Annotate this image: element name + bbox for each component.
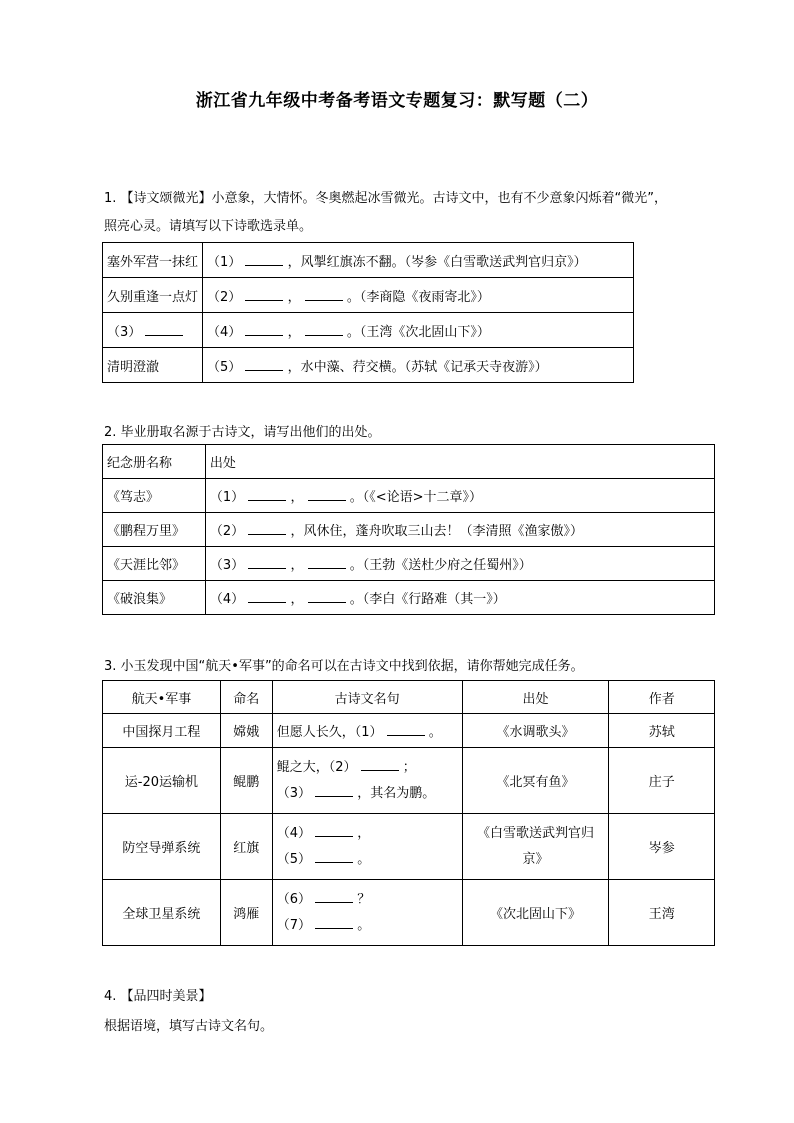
q3-row1-source: 《水调歌头》 [462, 714, 609, 748]
q3-row3-source-line1: 《白雪歌送武判官归 [477, 825, 595, 841]
q3-row1-name: 嫦娥 [220, 714, 272, 748]
q3-row3-line1-post: ， [357, 825, 371, 841]
q1-row4-content [203, 348, 634, 383]
answer-blank[interactable] [305, 323, 343, 336]
q1-row3-content [203, 313, 634, 348]
answer-blank[interactable] [248, 590, 286, 603]
q3-row2-line1-pre: 鲲之大，（2） [276, 759, 357, 775]
answer-blank[interactable] [387, 723, 425, 736]
q1-row2-sep: ， [287, 289, 301, 305]
answer-blank[interactable] [315, 784, 353, 797]
q1-row1-num: （1） [207, 254, 242, 270]
q2-header-name: 纪念册名称 [103, 445, 206, 479]
q3-row3-quote [272, 814, 462, 880]
answer-blank[interactable] [245, 323, 283, 336]
q3-row1-project: 中国探月工程 [103, 714, 221, 748]
table-row [103, 814, 715, 880]
answer-blank[interactable] [308, 488, 346, 501]
q3-row3-name: 红旗 [220, 814, 272, 880]
answer-blank[interactable] [248, 522, 286, 535]
q3-row1-line1-post: 。 [428, 725, 442, 740]
q3-row3-source [462, 814, 609, 880]
table-row [103, 243, 634, 278]
answer-blank[interactable] [245, 358, 283, 371]
table-row [103, 479, 715, 513]
table-row [103, 313, 634, 348]
q2-row4-content [205, 581, 714, 615]
table-row [103, 547, 715, 581]
table-row [103, 513, 715, 547]
q1-row4-label: 清明澄澈 [103, 348, 203, 383]
table-row [103, 278, 634, 313]
q3-row4-author: 王湾 [609, 880, 715, 946]
q4-intro: 根据语境，填写古诗文名句。 [104, 1019, 274, 1034]
q3-row3-line2-post: 。 [357, 851, 371, 867]
q3-row4-line2-pre: （7） [276, 917, 311, 933]
q4-heading: 4. 【品四时美景】 [104, 989, 212, 1004]
q1-row2-content [203, 278, 634, 313]
q3-intro: 3. 小玉发现中国“航天•军事”的命名可以在古诗文中找到依据，请你帮她完成任务。 [104, 659, 584, 674]
q3-row1-line1-pre: 但愿人长久，（1） [276, 725, 383, 740]
q3-row3-source-line2: 京》 [522, 851, 549, 867]
q3-row2-quote [272, 748, 462, 814]
q2-header-source: 出处 [205, 445, 714, 479]
q3-row4-line1-pre: （6） [276, 891, 311, 907]
q2-row3-sep: ， [290, 558, 304, 573]
answer-blank[interactable] [315, 850, 353, 863]
answer-blank[interactable] [248, 488, 286, 501]
q3-row3-line2-pre: （5） [276, 851, 311, 867]
q3-row4-source: 《次北固山下》 [462, 880, 609, 946]
answer-blank[interactable] [145, 323, 183, 336]
q1-row3-sep: ， [287, 324, 301, 340]
q3-row2-line2-post: ，其名为鹏。 [357, 785, 436, 801]
q2-row2-num: （2） [209, 524, 245, 539]
q2-row2-label: 《鹏程万里》 [103, 513, 206, 547]
q3-row1-author: 苏轼 [609, 714, 715, 748]
q3-row2-name: 鲲鹏 [220, 748, 272, 814]
q2-row4-sep: ， [290, 592, 304, 607]
q1-row3-text: 。（王湾《次北固山下》） [346, 324, 490, 340]
q3-header-name: 命名 [220, 681, 272, 714]
answer-blank[interactable] [315, 916, 353, 929]
q2-row4-label: 《破浪集》 [103, 581, 206, 615]
q2-intro: 2. 毕业册取名源于古诗文，请写出他们的出处。 [104, 425, 381, 440]
q2-table [102, 444, 715, 615]
q2-row1-sep: ， [290, 490, 304, 505]
q2-row1-content [205, 479, 714, 513]
table-header-row [103, 445, 715, 479]
q3-row2-author: 庄子 [609, 748, 715, 814]
q1-row2-num: （2） [207, 289, 242, 305]
q1-row1-content [203, 243, 634, 278]
q3-row4-project: 全球卫星系统 [103, 880, 221, 946]
answer-blank[interactable] [305, 288, 343, 301]
q1-row1-text: ，风掣红旗冻不翻。（岑参《白雪歌送武判官归京》） [287, 254, 587, 270]
q3-row3-project: 防空导弹系统 [103, 814, 221, 880]
q3-header-author: 作者 [609, 681, 715, 714]
q1-row4-num: （5） [207, 359, 242, 375]
q1-row2-text: 。（李商隐《夜雨寄北》） [346, 289, 490, 305]
q3-header-source: 出处 [462, 681, 609, 714]
q2-row4-text: 。（李白《行路难（其一》） [349, 592, 506, 607]
q3-header-project: 航天•军事 [103, 681, 221, 714]
answer-blank[interactable] [245, 253, 283, 266]
table-row [103, 714, 715, 748]
q2-row2-text: ，风休住，蓬舟吹取三山去！（李清照《渔家傲》） [290, 524, 583, 539]
q2-row4-num: （4） [209, 592, 245, 607]
q3-row2-source: 《北冥有鱼》 [462, 748, 609, 814]
q3-row3-line1-pre: （4） [276, 825, 311, 841]
q3-row2-project: 运-20运输机 [103, 748, 221, 814]
table-row [103, 748, 715, 814]
q3-row2-line2-pre: （3） [276, 785, 311, 801]
q1-row1-label: 塞外军营一抹红 [103, 243, 203, 278]
q2-row1-text: 。（《<论语>十二章》） [349, 490, 483, 505]
q2-row1-label: 《笃志》 [103, 479, 206, 513]
q3-row1-quote [272, 714, 462, 748]
q1-row2-label: 久别重逢一点灯 [103, 278, 203, 313]
q2-row2-content [205, 513, 714, 547]
q1-table [102, 242, 634, 383]
q3-row4-quote [272, 880, 462, 946]
q2-row3-text: 。（王勃《送杜少府之任蜀州》） [349, 558, 532, 573]
answer-blank[interactable] [315, 890, 353, 903]
q3-row4-name: 鸿雁 [220, 880, 272, 946]
answer-blank[interactable] [248, 556, 286, 569]
q1-row3-num: （4） [207, 324, 242, 340]
answer-blank[interactable] [245, 288, 283, 301]
q1-intro-line2: 照亮心灵。请填写以下诗歌选录单。 [104, 219, 313, 234]
table-header-row [103, 681, 715, 714]
table-row [103, 348, 634, 383]
q3-header-quote: 古诗文名句 [272, 681, 462, 714]
q1-row4-text: ，水中藻、荇交横。（苏轼《记承天寺夜游》） [287, 359, 548, 375]
answer-blank[interactable] [308, 556, 346, 569]
q3-row4-line2-post: 。 [357, 917, 371, 933]
answer-blank[interactable] [308, 590, 346, 603]
page-title: 浙江省九年级中考备考语文专题复习：默写题（二） [195, 91, 599, 111]
table-row [103, 581, 715, 615]
q2-row3-label: 《天涯比邻》 [103, 547, 206, 581]
q2-row3-num: （3） [209, 558, 245, 573]
answer-blank[interactable] [315, 824, 353, 837]
table-row [103, 880, 715, 946]
answer-blank[interactable] [361, 758, 399, 771]
q3-table [102, 680, 715, 946]
q2-row3-content [205, 547, 714, 581]
q1-intro-line1: 1. 【诗文颂微光】小意象，大情怀。冬奥燃起冰雪微光。古诗文中，也有不少意象闪烁着“微光”， [104, 191, 668, 206]
q3-row2-line1-post: ； [402, 759, 416, 775]
q1-row3-label-cell [103, 313, 203, 348]
q1-row3-label: （3） [107, 324, 142, 340]
q2-row1-num: （1） [209, 490, 245, 505]
q3-row4-line1-post: ？ [357, 891, 371, 907]
q3-row3-author: 岑参 [609, 814, 715, 880]
